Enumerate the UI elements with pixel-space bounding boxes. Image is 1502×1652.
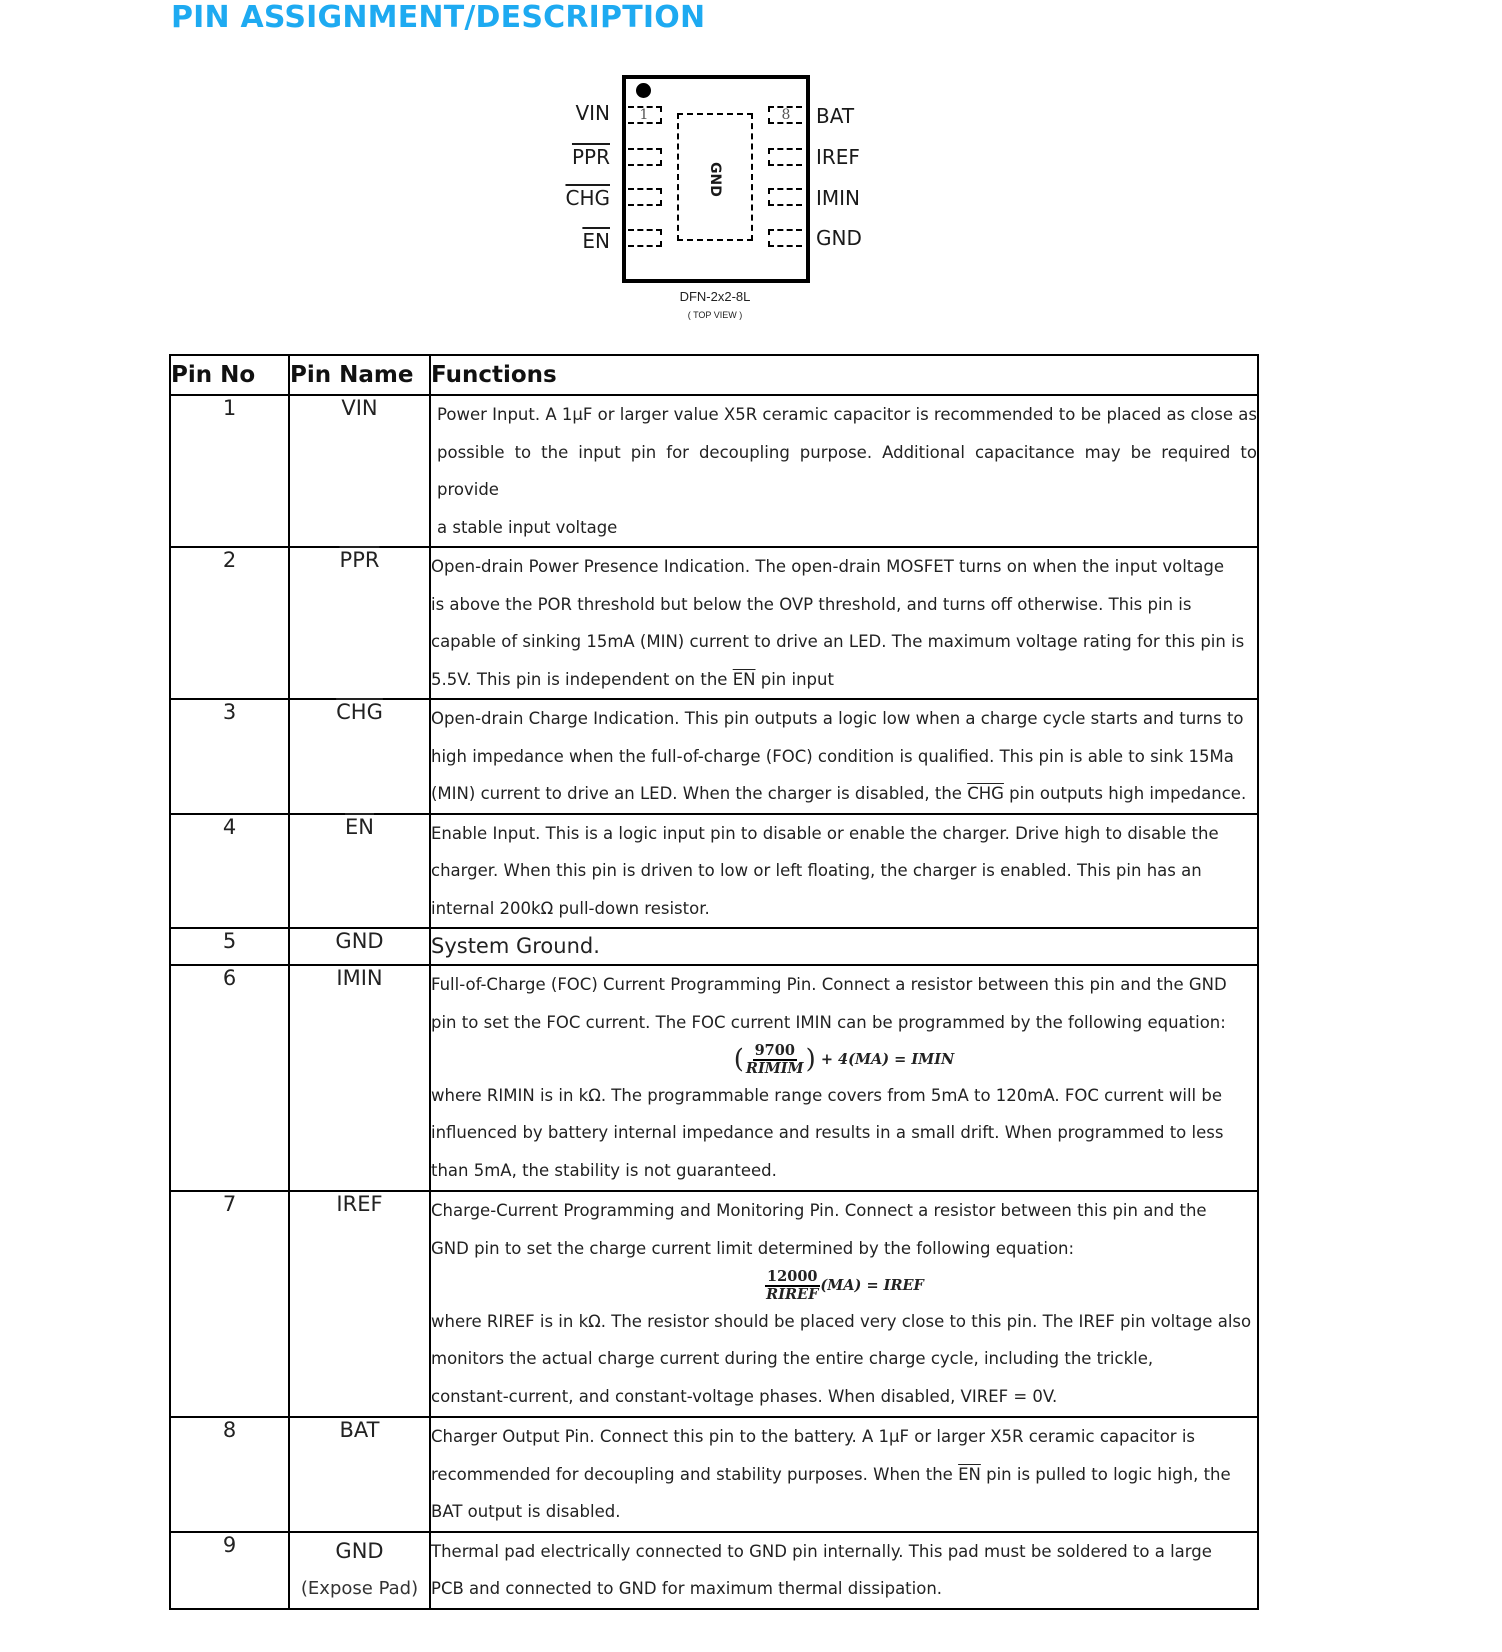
table-row	[170, 965, 1258, 1191]
pin-label-ppr: $\overline{PPR}$	[571, 145, 610, 169]
pin-function: Open-drain Power Presence Indication. The open-drain MOSFET turns on when the input voltage is above the POR threshold but below the OVP threshold, and turns off otherwise. This pin is capable of sinking 15mA (MIN) current to drive an LED. The maximum voltage rating for this pin is 5.5V. This pin is independent on the $\overline{EN}$ pin input	[430, 547, 1258, 699]
pin-label-gnd: GND	[816, 226, 862, 250]
pin-name: $\overline{CHG}$	[336, 700, 383, 724]
pin-name: $\overline{PPR}$	[339, 548, 380, 572]
table-row	[170, 1191, 1258, 1417]
pin-no: 6	[170, 965, 289, 1191]
pin-function: Charge-Current Programming and Monitoring Pin. Connect a resistor between this pin and the GND pin to set the charge current limit determined by the following equation: $\frac{12000}{\text{RIREF}}$ (MA) = IREF where RIREF is in kΩ. The resistor should be placed very close to this pin. The IREF pin voltage also monitors the actual charge current during the entire charge cycle, including the trickle, constant-current, and constant-voltage phases. When disabled, VIREF = 0V.	[430, 1191, 1258, 1417]
pin-label-bat: BAT	[816, 104, 855, 128]
pin-function: Power Input. A 1μF or larger value X5R ceramic capacitor is recommended to be placed as close as possible to the input pin for decoupling purpose. Additional capacitance may be required to provide a stable input voltage	[430, 395, 1258, 547]
pad-7	[768, 148, 802, 166]
pin-name: $\overline{EN}$	[345, 814, 374, 839]
pin1-marker-icon	[636, 83, 651, 98]
pin-label-iref: IREF	[816, 145, 860, 169]
pin-function: Charger Output Pin. Connect this pin to the battery. A 1μF or larger X5R ceramic capacitor is recommended for decoupling and stability purposes. When the $\overline{EN}$ pin is pulled to logic high, the BAT output is disabled.	[430, 1417, 1258, 1532]
pad-6	[768, 188, 802, 206]
table-row	[170, 1417, 1258, 1532]
pin-no: 1	[170, 395, 289, 547]
pad-1: 1	[628, 106, 662, 124]
header-pin-name: Pin Name	[289, 355, 430, 395]
table-row	[170, 1532, 1258, 1609]
pin-no: 2	[170, 547, 289, 699]
pin-no: 7	[170, 1191, 289, 1417]
pin-no: 5	[170, 928, 289, 965]
table-row	[170, 814, 1258, 929]
pin-name-sub: (Expose Pad)	[300, 1577, 419, 1599]
table-header-row	[170, 355, 1258, 395]
pin-function: System Ground.	[430, 928, 1258, 965]
pin-function: Open-drain Charge Indication. This pin outputs a logic low when a charge cycle starts and turns to high impedance when the full-of-charge (FOC) condition is qualified. This pin is able to sink 15Ma (MIN) current to drive an LED. When the charger is disabled, the $\overline{CHG}$ pin outputs high impedance.	[430, 699, 1258, 814]
view-label: ( TOP VIEW )	[687, 310, 743, 320]
pin-label-imin: IMIN	[816, 186, 861, 210]
header-pin-no: Pin No	[170, 355, 289, 395]
table-row	[170, 395, 1258, 547]
pin-function: Full-of-Charge (FOC) Current Programming Pin. Connect a resistor between this pin and the GND pin to set the FOC current. The FOC current IMIN can be programmed by the following equation: ( $\frac{9700}{\text{RIMIM}}$ ) + 4(MA) = IMIN where RIMIN is in kΩ. The programmable range covers from 5mA to 120mA. FOC current will be influenced by battery internal impedance and results in a small drift. When programmed to less than 5mA, the stability is not guaranteed.	[430, 965, 1258, 1191]
pin-name: IMIN	[289, 965, 430, 1191]
pin-description-table	[169, 354, 1259, 1610]
pin-no: 3	[170, 699, 289, 814]
pin-function: Enable Input. This is a logic input pin to disable or enable the charger. Drive high to disable the charger. When this pin is driven to low or left floating, the charger is enabled. This pin has an internal 200kΩ pull-down resistor.	[430, 814, 1258, 929]
page-title: PIN ASSIGNMENT/DESCRIPTION	[171, 0, 706, 35]
table-row	[170, 928, 1258, 965]
pad-3	[628, 188, 662, 206]
pin-name: GND	[335, 1538, 384, 1563]
pad-8: 8	[768, 106, 802, 124]
iref-equation: $\frac{12000}{\text{RIREF}}$ (MA) = IREF	[766, 1268, 924, 1303]
package-name: DFN-2x2-8L	[679, 289, 751, 304]
pin-no: 4	[170, 814, 289, 929]
pad-2	[628, 148, 662, 166]
pin-name: VIN	[289, 395, 430, 547]
pad-4	[628, 229, 662, 247]
imin-equation: ( $\frac{9700}{\text{RIMIM}}$ ) + 4(MA) = IMIN	[733, 1042, 955, 1077]
pin-name: GND	[289, 928, 430, 965]
pin-label-en: $\overline{EN}$	[582, 229, 610, 253]
exposed-pad-label: GND	[707, 162, 723, 197]
pin-label-chg: $\overline{CHG}$	[565, 186, 610, 210]
pad-5	[768, 229, 802, 247]
table-row	[170, 547, 1258, 699]
pin-label-vin: VIN	[575, 101, 610, 125]
pin-name: BAT	[289, 1417, 430, 1532]
pin-function: Thermal pad electrically connected to GND pin internally. This pad must be soldered to a large PCB and connected to GND for maximum thermal dissipation.	[430, 1532, 1258, 1609]
table-row	[170, 699, 1258, 814]
pin-no: 9	[170, 1532, 289, 1609]
pin-no: 8	[170, 1417, 289, 1532]
header-functions: Functions	[430, 355, 1258, 395]
pin-name: IREF	[289, 1191, 430, 1417]
